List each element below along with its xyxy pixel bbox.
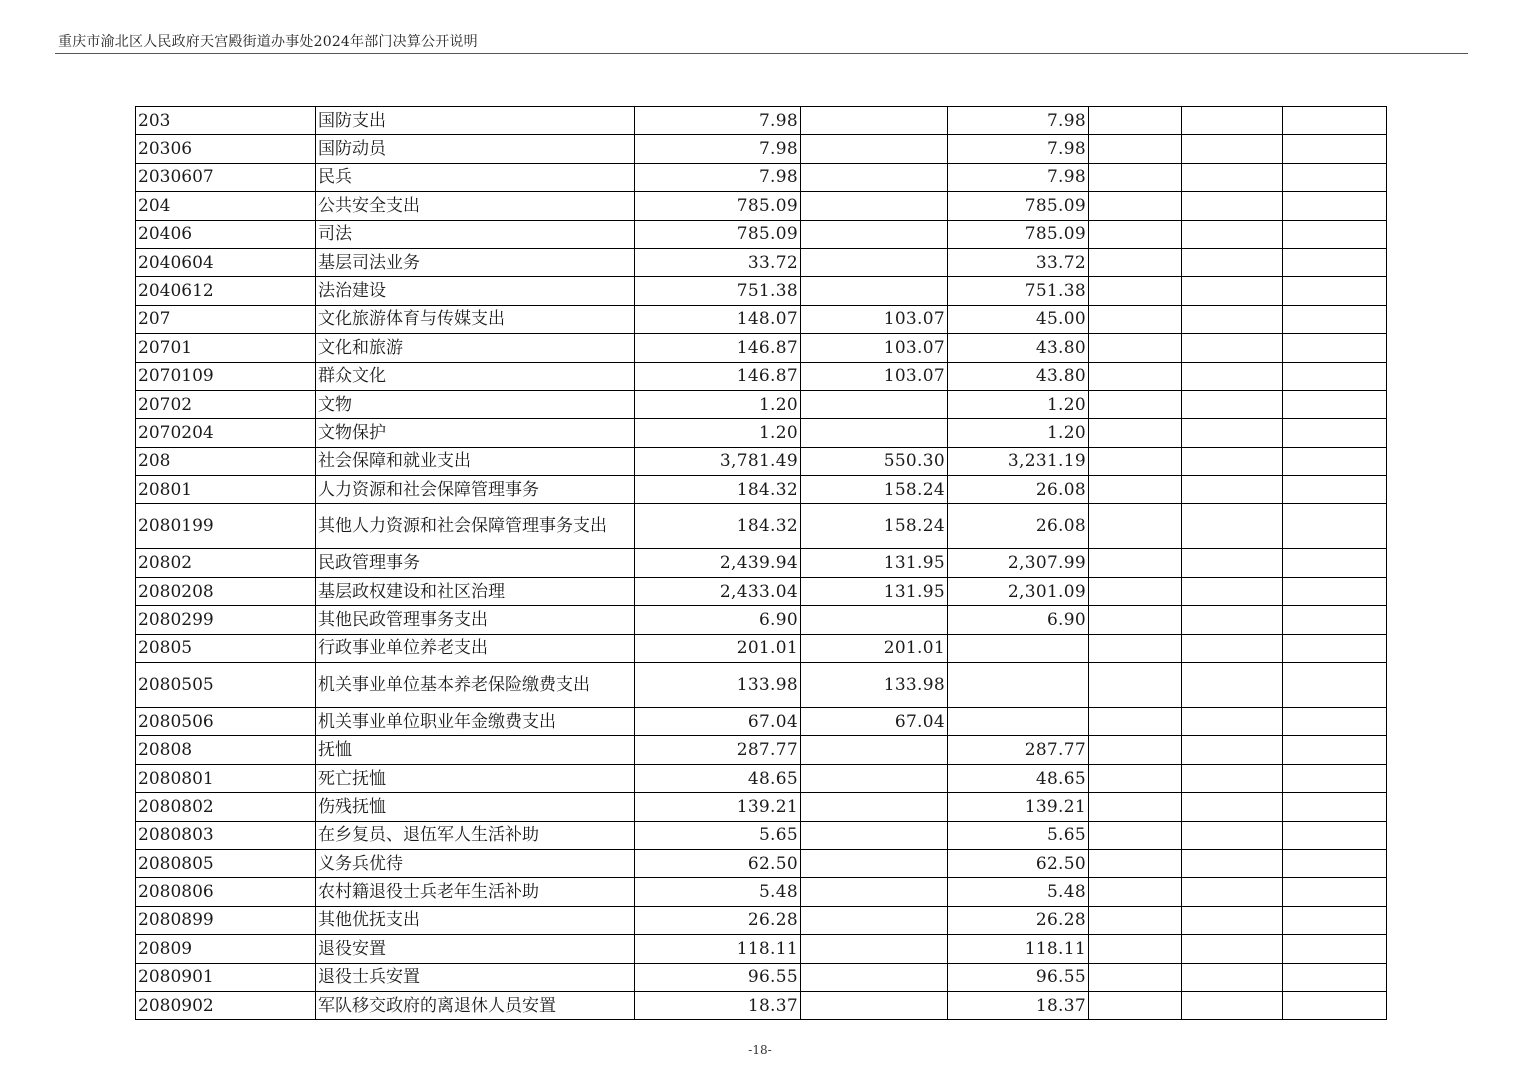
cell-extra-column-2 (1182, 906, 1283, 934)
cell-extra-column-3 (1283, 192, 1387, 220)
cell-total-amount: 146.87 (635, 334, 801, 362)
table-row (136, 963, 1387, 991)
cell-basic-expenditure (801, 821, 948, 849)
cell-subject-code: 2080199 (136, 504, 316, 549)
cell-total-amount: 785.09 (635, 192, 801, 220)
cell-extra-column-2 (1182, 419, 1283, 447)
table-row (136, 135, 1387, 163)
cell-extra-column-3 (1283, 963, 1387, 991)
cell-extra-column-2 (1182, 362, 1283, 390)
cell-subject-code: 20701 (136, 334, 316, 362)
cell-extra-column-3 (1283, 476, 1387, 504)
cell-extra-column-2 (1182, 135, 1283, 163)
cell-total-amount: 48.65 (635, 764, 801, 792)
cell-subject-name: 国防支出 (316, 107, 635, 135)
cell-extra-column-3 (1283, 849, 1387, 877)
cell-total-amount: 2,439.94 (635, 549, 801, 577)
table-row (136, 906, 1387, 934)
cell-subject-code: 2080505 (136, 663, 316, 708)
cell-extra-column-3 (1283, 362, 1387, 390)
table-row (136, 390, 1387, 418)
cell-subject-name: 法治建设 (316, 277, 635, 305)
cell-basic-expenditure (801, 906, 948, 934)
cell-subject-code: 2040612 (136, 277, 316, 305)
cell-extra-column-3 (1283, 764, 1387, 792)
cell-extra-column-2 (1182, 305, 1283, 333)
cell-project-expenditure: 43.80 (948, 334, 1089, 362)
cell-total-amount: 6.90 (635, 606, 801, 634)
cell-project-expenditure: 48.65 (948, 764, 1089, 792)
table-row (136, 504, 1387, 549)
cell-subject-code: 20805 (136, 634, 316, 662)
cell-project-expenditure: 5.48 (948, 878, 1089, 906)
cell-extra-column-3 (1283, 163, 1387, 191)
cell-extra-column-1 (1089, 107, 1182, 135)
cell-extra-column-3 (1283, 390, 1387, 418)
cell-extra-column-3 (1283, 107, 1387, 135)
cell-extra-column-1 (1089, 764, 1182, 792)
cell-subject-code: 2080506 (136, 708, 316, 736)
cell-extra-column-1 (1089, 935, 1182, 963)
cell-extra-column-1 (1089, 390, 1182, 418)
cell-extra-column-1 (1089, 549, 1182, 577)
cell-subject-code: 203 (136, 107, 316, 135)
cell-subject-code: 204 (136, 192, 316, 220)
cell-project-expenditure (948, 663, 1089, 708)
cell-extra-column-3 (1283, 334, 1387, 362)
cell-subject-code: 2030607 (136, 163, 316, 191)
cell-project-expenditure: 6.90 (948, 606, 1089, 634)
cell-extra-column-2 (1182, 821, 1283, 849)
cell-extra-column-3 (1283, 277, 1387, 305)
table-row (136, 220, 1387, 248)
cell-project-expenditure: 7.98 (948, 163, 1089, 191)
cell-extra-column-2 (1182, 963, 1283, 991)
cell-basic-expenditure: 201.01 (801, 634, 948, 662)
cell-project-expenditure (948, 708, 1089, 736)
cell-total-amount: 7.98 (635, 163, 801, 191)
table-row (136, 163, 1387, 191)
table-row (136, 935, 1387, 963)
cell-subject-code: 2080806 (136, 878, 316, 906)
table-row (136, 764, 1387, 792)
cell-extra-column-1 (1089, 606, 1182, 634)
cell-subject-name: 群众文化 (316, 362, 635, 390)
cell-extra-column-3 (1283, 447, 1387, 475)
cell-project-expenditure: 62.50 (948, 849, 1089, 877)
cell-project-expenditure: 1.20 (948, 419, 1089, 447)
cell-extra-column-1 (1089, 821, 1182, 849)
cell-extra-column-3 (1283, 935, 1387, 963)
cell-extra-column-1 (1089, 736, 1182, 764)
cell-extra-column-3 (1283, 878, 1387, 906)
cell-subject-name: 农村籍退役士兵老年生活补助 (316, 878, 635, 906)
cell-total-amount: 133.98 (635, 663, 801, 708)
cell-extra-column-3 (1283, 906, 1387, 934)
cell-total-amount: 7.98 (635, 107, 801, 135)
cell-subject-name: 其他优抚支出 (316, 906, 635, 934)
cell-extra-column-3 (1283, 663, 1387, 708)
cell-project-expenditure: 26.08 (948, 476, 1089, 504)
cell-total-amount: 139.21 (635, 793, 801, 821)
cell-total-amount: 785.09 (635, 220, 801, 248)
cell-subject-name: 司法 (316, 220, 635, 248)
cell-extra-column-2 (1182, 163, 1283, 191)
cell-basic-expenditure (801, 192, 948, 220)
cell-subject-code: 20406 (136, 220, 316, 248)
table-row (136, 107, 1387, 135)
cell-basic-expenditure: 131.95 (801, 549, 948, 577)
cell-subject-code: 2080901 (136, 963, 316, 991)
cell-extra-column-3 (1283, 220, 1387, 248)
cell-subject-name: 民兵 (316, 163, 635, 191)
cell-project-expenditure: 3,231.19 (948, 447, 1089, 475)
cell-extra-column-1 (1089, 906, 1182, 934)
cell-extra-column-1 (1089, 634, 1182, 662)
cell-basic-expenditure: 158.24 (801, 504, 948, 549)
cell-project-expenditure (948, 634, 1089, 662)
cell-subject-code: 2070204 (136, 419, 316, 447)
cell-total-amount: 1.20 (635, 419, 801, 447)
cell-extra-column-3 (1283, 793, 1387, 821)
cell-extra-column-3 (1283, 821, 1387, 849)
cell-basic-expenditure (801, 606, 948, 634)
cell-total-amount: 7.98 (635, 135, 801, 163)
table-row (136, 849, 1387, 877)
cell-extra-column-1 (1089, 708, 1182, 736)
cell-extra-column-1 (1089, 362, 1182, 390)
cell-extra-column-2 (1182, 878, 1283, 906)
cell-extra-column-2 (1182, 220, 1283, 248)
cell-subject-code: 2080208 (136, 577, 316, 605)
cell-subject-code: 208 (136, 447, 316, 475)
cell-extra-column-3 (1283, 577, 1387, 605)
document-header-title: 重庆市渝北区人民政府天宫殿街道办事处2024年部门决算公开说明 (58, 34, 478, 50)
table-row (136, 878, 1387, 906)
cell-basic-expenditure (801, 991, 948, 1019)
cell-extra-column-3 (1283, 248, 1387, 276)
cell-subject-code: 20702 (136, 390, 316, 418)
table-row (136, 606, 1387, 634)
cell-extra-column-1 (1089, 663, 1182, 708)
cell-basic-expenditure (801, 935, 948, 963)
table-row (136, 476, 1387, 504)
cell-basic-expenditure (801, 163, 948, 191)
cell-extra-column-2 (1182, 935, 1283, 963)
cell-subject-code: 2080802 (136, 793, 316, 821)
cell-basic-expenditure: 158.24 (801, 476, 948, 504)
cell-extra-column-2 (1182, 849, 1283, 877)
cell-subject-code: 2080902 (136, 991, 316, 1019)
cell-project-expenditure: 45.00 (948, 305, 1089, 333)
cell-total-amount: 5.48 (635, 878, 801, 906)
cell-project-expenditure: 7.98 (948, 107, 1089, 135)
cell-extra-column-2 (1182, 708, 1283, 736)
cell-extra-column-1 (1089, 248, 1182, 276)
cell-subject-code: 20306 (136, 135, 316, 163)
table-row (136, 821, 1387, 849)
cell-total-amount: 33.72 (635, 248, 801, 276)
cell-basic-expenditure (801, 793, 948, 821)
cell-basic-expenditure (801, 390, 948, 418)
table-row (136, 192, 1387, 220)
cell-extra-column-3 (1283, 305, 1387, 333)
table-row (136, 248, 1387, 276)
table-row (136, 362, 1387, 390)
cell-extra-column-2 (1182, 549, 1283, 577)
table-row (136, 663, 1387, 708)
cell-basic-expenditure: 103.07 (801, 305, 948, 333)
cell-extra-column-2 (1182, 577, 1283, 605)
cell-extra-column-1 (1089, 135, 1182, 163)
cell-extra-column-1 (1089, 163, 1182, 191)
cell-extra-column-1 (1089, 305, 1182, 333)
cell-project-expenditure: 785.09 (948, 192, 1089, 220)
cell-extra-column-2 (1182, 764, 1283, 792)
cell-total-amount: 1.20 (635, 390, 801, 418)
table-row (136, 549, 1387, 577)
cell-subject-name: 人力资源和社会保障管理事务 (316, 476, 635, 504)
cell-extra-column-2 (1182, 476, 1283, 504)
cell-subject-name: 在乡复员、退伍军人生活补助 (316, 821, 635, 849)
cell-extra-column-3 (1283, 708, 1387, 736)
cell-basic-expenditure: 67.04 (801, 708, 948, 736)
cell-extra-column-2 (1182, 277, 1283, 305)
cell-subject-name: 义务兵优待 (316, 849, 635, 877)
cell-subject-name: 机关事业单位基本养老保险缴费支出 (316, 663, 635, 708)
cell-total-amount: 26.28 (635, 906, 801, 934)
cell-subject-name: 文物保护 (316, 419, 635, 447)
cell-extra-column-3 (1283, 549, 1387, 577)
cell-total-amount: 67.04 (635, 708, 801, 736)
cell-basic-expenditure: 103.07 (801, 334, 948, 362)
cell-basic-expenditure: 550.30 (801, 447, 948, 475)
cell-extra-column-1 (1089, 192, 1182, 220)
cell-extra-column-1 (1089, 963, 1182, 991)
cell-extra-column-2 (1182, 390, 1283, 418)
cell-extra-column-2 (1182, 248, 1283, 276)
cell-extra-column-3 (1283, 991, 1387, 1019)
cell-subject-name: 军队移交政府的离退休人员安置 (316, 991, 635, 1019)
cell-subject-name: 伤残抚恤 (316, 793, 635, 821)
page-number: -18- (748, 1043, 772, 1057)
cell-total-amount: 5.65 (635, 821, 801, 849)
cell-total-amount: 751.38 (635, 277, 801, 305)
cell-subject-name: 其他人力资源和社会保障管理事务支出 (316, 504, 635, 549)
table-row (136, 334, 1387, 362)
table-row (136, 793, 1387, 821)
cell-basic-expenditure (801, 277, 948, 305)
cell-project-expenditure: 5.65 (948, 821, 1089, 849)
cell-subject-name: 基层政权建设和社区治理 (316, 577, 635, 605)
cell-extra-column-2 (1182, 606, 1283, 634)
cell-extra-column-1 (1089, 447, 1182, 475)
cell-extra-column-3 (1283, 736, 1387, 764)
table-body (136, 107, 1387, 1020)
cell-basic-expenditure: 133.98 (801, 663, 948, 708)
cell-project-expenditure: 43.80 (948, 362, 1089, 390)
cell-project-expenditure: 785.09 (948, 220, 1089, 248)
cell-total-amount: 146.87 (635, 362, 801, 390)
cell-subject-code: 20801 (136, 476, 316, 504)
cell-project-expenditure: 2,307.99 (948, 549, 1089, 577)
table-row (136, 447, 1387, 475)
table-row (136, 708, 1387, 736)
cell-project-expenditure: 1.20 (948, 390, 1089, 418)
cell-basic-expenditure: 103.07 (801, 362, 948, 390)
cell-basic-expenditure (801, 107, 948, 135)
cell-extra-column-1 (1089, 277, 1182, 305)
cell-extra-column-3 (1283, 634, 1387, 662)
cell-subject-code: 2080805 (136, 849, 316, 877)
cell-total-amount: 118.11 (635, 935, 801, 963)
cell-project-expenditure: 118.11 (948, 935, 1089, 963)
cell-subject-name: 文化和旅游 (316, 334, 635, 362)
cell-extra-column-2 (1182, 447, 1283, 475)
cell-basic-expenditure (801, 963, 948, 991)
cell-extra-column-2 (1182, 334, 1283, 362)
cell-subject-code: 207 (136, 305, 316, 333)
cell-basic-expenditure (801, 220, 948, 248)
cell-subject-code: 20802 (136, 549, 316, 577)
cell-project-expenditure: 33.72 (948, 248, 1089, 276)
cell-extra-column-3 (1283, 504, 1387, 549)
table-row (136, 991, 1387, 1019)
cell-extra-column-1 (1089, 991, 1182, 1019)
cell-subject-name: 基层司法业务 (316, 248, 635, 276)
cell-extra-column-3 (1283, 606, 1387, 634)
cell-subject-name: 机关事业单位职业年金缴费支出 (316, 708, 635, 736)
cell-total-amount: 184.32 (635, 504, 801, 549)
cell-extra-column-1 (1089, 334, 1182, 362)
cell-subject-name: 社会保障和就业支出 (316, 447, 635, 475)
cell-extra-column-1 (1089, 476, 1182, 504)
cell-extra-column-1 (1089, 849, 1182, 877)
cell-basic-expenditure (801, 849, 948, 877)
cell-subject-name: 国防动员 (316, 135, 635, 163)
cell-extra-column-2 (1182, 504, 1283, 549)
table-row (136, 305, 1387, 333)
cell-project-expenditure: 751.38 (948, 277, 1089, 305)
cell-total-amount: 18.37 (635, 991, 801, 1019)
cell-extra-column-1 (1089, 793, 1182, 821)
expenditure-table (135, 106, 1387, 1020)
table-row (136, 577, 1387, 605)
cell-basic-expenditure (801, 878, 948, 906)
cell-total-amount: 3,781.49 (635, 447, 801, 475)
cell-basic-expenditure (801, 419, 948, 447)
cell-subject-name: 文物 (316, 390, 635, 418)
cell-total-amount: 2,433.04 (635, 577, 801, 605)
cell-subject-name: 公共安全支出 (316, 192, 635, 220)
cell-extra-column-2 (1182, 663, 1283, 708)
cell-project-expenditure: 18.37 (948, 991, 1089, 1019)
cell-total-amount: 96.55 (635, 963, 801, 991)
cell-subject-code: 2080899 (136, 906, 316, 934)
cell-subject-name: 死亡抚恤 (316, 764, 635, 792)
cell-subject-code: 2070109 (136, 362, 316, 390)
cell-basic-expenditure (801, 135, 948, 163)
cell-basic-expenditure (801, 248, 948, 276)
cell-project-expenditure: 26.08 (948, 504, 1089, 549)
cell-total-amount: 184.32 (635, 476, 801, 504)
table-row (136, 736, 1387, 764)
header-divider (55, 53, 1468, 54)
cell-project-expenditure: 2,301.09 (948, 577, 1089, 605)
cell-subject-code: 2040604 (136, 248, 316, 276)
cell-subject-name: 文化旅游体育与传媒支出 (316, 305, 635, 333)
cell-basic-expenditure (801, 764, 948, 792)
table-row (136, 277, 1387, 305)
cell-extra-column-3 (1283, 135, 1387, 163)
cell-extra-column-1 (1089, 220, 1182, 248)
cell-total-amount: 62.50 (635, 849, 801, 877)
cell-extra-column-3 (1283, 419, 1387, 447)
cell-subject-code: 2080299 (136, 606, 316, 634)
cell-subject-name: 退役士兵安置 (316, 963, 635, 991)
cell-extra-column-1 (1089, 419, 1182, 447)
cell-extra-column-1 (1089, 504, 1182, 549)
cell-project-expenditure: 96.55 (948, 963, 1089, 991)
cell-project-expenditure: 287.77 (948, 736, 1089, 764)
cell-subject-code: 20809 (136, 935, 316, 963)
cell-project-expenditure: 139.21 (948, 793, 1089, 821)
cell-subject-name: 退役安置 (316, 935, 635, 963)
cell-subject-name: 抚恤 (316, 736, 635, 764)
table-row (136, 419, 1387, 447)
cell-total-amount: 201.01 (635, 634, 801, 662)
cell-total-amount: 287.77 (635, 736, 801, 764)
cell-basic-expenditure (801, 736, 948, 764)
cell-basic-expenditure: 131.95 (801, 577, 948, 605)
cell-subject-code: 2080803 (136, 821, 316, 849)
cell-extra-column-2 (1182, 634, 1283, 662)
cell-subject-code: 2080801 (136, 764, 316, 792)
cell-total-amount: 148.07 (635, 305, 801, 333)
cell-extra-column-1 (1089, 878, 1182, 906)
cell-extra-column-2 (1182, 991, 1283, 1019)
cell-extra-column-1 (1089, 577, 1182, 605)
cell-extra-column-2 (1182, 736, 1283, 764)
cell-subject-code: 20808 (136, 736, 316, 764)
table-row (136, 634, 1387, 662)
cell-subject-name: 民政管理事务 (316, 549, 635, 577)
cell-extra-column-2 (1182, 192, 1283, 220)
cell-subject-name: 其他民政管理事务支出 (316, 606, 635, 634)
cell-extra-column-2 (1182, 793, 1283, 821)
cell-project-expenditure: 7.98 (948, 135, 1089, 163)
cell-project-expenditure: 26.28 (948, 906, 1089, 934)
cell-extra-column-2 (1182, 107, 1283, 135)
cell-subject-name: 行政事业单位养老支出 (316, 634, 635, 662)
